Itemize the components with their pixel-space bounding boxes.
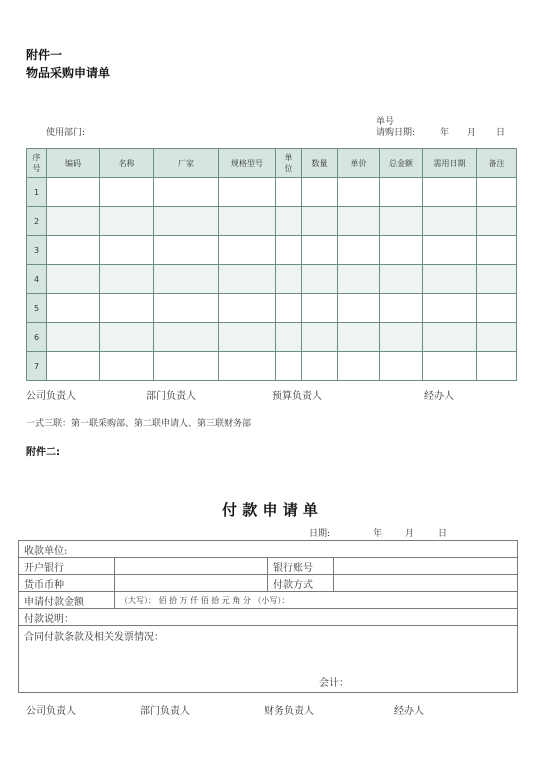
payment-day-label: 日 — [438, 529, 448, 539]
table-cell[interactable] — [276, 236, 302, 265]
table-cell[interactable] — [338, 352, 380, 381]
table-cell[interactable] — [154, 236, 219, 265]
table-cell[interactable] — [100, 352, 154, 381]
table-cell[interactable] — [338, 207, 380, 236]
table-cell[interactable] — [423, 178, 477, 207]
table-cell[interactable] — [302, 178, 338, 207]
table-cell[interactable] — [47, 352, 100, 381]
table-cell[interactable] — [302, 207, 338, 236]
bank-label: 开户银行 — [19, 558, 115, 575]
table-cell[interactable] — [380, 236, 423, 265]
table-cell[interactable] — [338, 323, 380, 352]
payment-year-label: 年 — [373, 529, 383, 539]
table-cell[interactable] — [154, 207, 219, 236]
table-cell[interactable] — [302, 236, 338, 265]
col-header: 名称 — [100, 149, 154, 178]
col-header: 规格型号 — [219, 149, 276, 178]
payee-label: 收款单位: — [24, 545, 68, 557]
contract-field[interactable] — [19, 626, 518, 693]
row-number: 5 — [27, 294, 47, 323]
description-field[interactable] — [19, 609, 518, 626]
attachment1-label: 附件一 — [26, 48, 63, 62]
table-row — [27, 265, 517, 294]
table-cell[interactable] — [302, 294, 338, 323]
table-cell[interactable] — [380, 352, 423, 381]
company-head-signature-2: 公司负责人 — [26, 706, 76, 717]
account-label: 银行账号 — [268, 558, 334, 575]
table-cell[interactable] — [380, 178, 423, 207]
table-cell[interactable] — [477, 294, 517, 323]
table-cell[interactable] — [154, 178, 219, 207]
contract-label: 合同付款条款及相关发票情况： — [24, 632, 164, 643]
table-cell[interactable] — [219, 236, 276, 265]
table-cell[interactable] — [47, 323, 100, 352]
table-cell[interactable] — [219, 178, 276, 207]
table-row — [27, 178, 517, 207]
bank-row — [19, 558, 518, 575]
table-row — [27, 323, 517, 352]
request-date-label: 请购日期: — [376, 128, 416, 138]
table-cell[interactable] — [276, 178, 302, 207]
table-row — [27, 294, 517, 323]
method-field[interactable] — [334, 575, 518, 592]
col-header: 需用日期 — [423, 149, 477, 178]
table-cell[interactable] — [477, 323, 517, 352]
bank-field[interactable] — [115, 558, 268, 575]
account-field[interactable] — [334, 558, 518, 575]
currency-field[interactable] — [115, 575, 268, 592]
budget-head-signature: 预算负责人 — [272, 391, 322, 402]
payee-field[interactable] — [19, 541, 518, 558]
description-row — [19, 609, 518, 626]
col-header: 序号 — [27, 149, 47, 178]
table-cell[interactable] — [380, 207, 423, 236]
table-cell[interactable] — [423, 352, 477, 381]
table-cell[interactable] — [100, 294, 154, 323]
col-header: 编码 — [47, 149, 100, 178]
table-cell[interactable] — [380, 265, 423, 294]
table-cell[interactable] — [100, 178, 154, 207]
table-cell[interactable] — [338, 236, 380, 265]
currency-row — [19, 575, 518, 592]
payment-month-label: 月 — [405, 529, 415, 539]
description-label: 付款说明： — [24, 613, 74, 625]
year-label: 年 — [440, 128, 450, 138]
table-row — [27, 352, 517, 381]
copy-note: 一式三联：第一联采购部、第二联申请人、第三联财务部 — [26, 419, 252, 429]
table-cell[interactable] — [276, 265, 302, 294]
table-cell[interactable] — [423, 236, 477, 265]
col-header: 备注 — [477, 149, 517, 178]
payment-table — [18, 540, 518, 693]
table-cell[interactable] — [100, 265, 154, 294]
table-cell[interactable] — [47, 294, 100, 323]
table-cell[interactable] — [477, 236, 517, 265]
dept-head-signature-2: 部门负责人 — [140, 706, 190, 717]
row-number: 6 — [27, 323, 47, 352]
purchase-form-title: 物品采购申请单 — [26, 66, 111, 80]
table-cell[interactable] — [338, 294, 380, 323]
table-cell[interactable] — [338, 265, 380, 294]
table-cell[interactable] — [276, 294, 302, 323]
handler-signature: 经办人 — [424, 391, 454, 402]
table-cell[interactable] — [100, 236, 154, 265]
amount-row — [19, 592, 518, 609]
table-cell[interactable] — [477, 178, 517, 207]
amount-field[interactable]: （大写）： 佰 拾 万 仟 佰 拾 元 角 分 （小写）： — [115, 592, 518, 609]
table-cell[interactable] — [302, 265, 338, 294]
table-cell[interactable] — [100, 323, 154, 352]
table-cell[interactable] — [47, 178, 100, 207]
table-cell[interactable] — [302, 323, 338, 352]
finance-head-signature: 财务负责人 — [264, 706, 314, 717]
row-number: 2 — [27, 207, 47, 236]
handler-signature-2: 经办人 — [394, 706, 424, 717]
table-cell[interactable] — [219, 352, 276, 381]
table-row — [27, 207, 517, 236]
table-cell[interactable] — [47, 207, 100, 236]
dept-label: 使用部门: — [46, 128, 86, 138]
table-cell[interactable] — [219, 265, 276, 294]
table-cell[interactable] — [302, 352, 338, 381]
table-cell[interactable] — [47, 265, 100, 294]
table-cell[interactable] — [423, 323, 477, 352]
row-number: 3 — [27, 236, 47, 265]
table-cell[interactable] — [276, 207, 302, 236]
purchase-table-header — [27, 149, 517, 178]
company-head-signature: 公司负责人 — [26, 391, 76, 402]
payment-date-label: 日期: — [309, 529, 331, 539]
method-label: 付款方式 — [268, 575, 334, 592]
table-cell[interactable] — [477, 265, 517, 294]
contract-row — [19, 626, 518, 693]
table-cell[interactable] — [477, 207, 517, 236]
dept-head-signature: 部门负责人 — [146, 391, 196, 402]
table-cell[interactable] — [154, 352, 219, 381]
currency-label: 货币币种 — [19, 575, 115, 592]
table-cell[interactable] — [338, 178, 380, 207]
table-cell[interactable] — [219, 323, 276, 352]
row-number: 1 — [27, 178, 47, 207]
row-number: 7 — [27, 352, 47, 381]
table-cell[interactable] — [154, 265, 219, 294]
day-label: 日 — [496, 128, 506, 138]
col-header: 厂家 — [154, 149, 219, 178]
table-row — [27, 236, 517, 265]
table-cell[interactable] — [423, 265, 477, 294]
table-cell[interactable] — [276, 323, 302, 352]
col-header: 单位 — [276, 149, 302, 178]
payee-row — [19, 541, 518, 558]
payment-form-title: 付 款 申 请 单 — [222, 501, 318, 519]
accounting-label: 会计： — [319, 678, 349, 689]
table-cell[interactable] — [219, 207, 276, 236]
row-number: 4 — [27, 265, 47, 294]
amount-label: 申请付款金额 — [19, 592, 115, 609]
purchase-table — [26, 148, 517, 381]
table-cell[interactable] — [219, 294, 276, 323]
table-cell[interactable] — [100, 207, 154, 236]
table-cell[interactable] — [380, 294, 423, 323]
table-cell[interactable] — [47, 236, 100, 265]
month-label: 月 — [467, 128, 477, 138]
table-cell[interactable] — [380, 323, 423, 352]
col-header: 总金额 — [380, 149, 423, 178]
attachment2-label: 附件二: — [26, 447, 60, 458]
table-cell[interactable] — [154, 323, 219, 352]
order-no-label: 单号 — [376, 117, 395, 127]
table-cell[interactable] — [154, 294, 219, 323]
table-cell[interactable] — [423, 294, 477, 323]
table-cell[interactable] — [276, 352, 302, 381]
table-cell[interactable] — [477, 352, 517, 381]
col-header: 单价 — [338, 149, 380, 178]
col-header: 数量 — [302, 149, 338, 178]
table-cell[interactable] — [423, 207, 477, 236]
